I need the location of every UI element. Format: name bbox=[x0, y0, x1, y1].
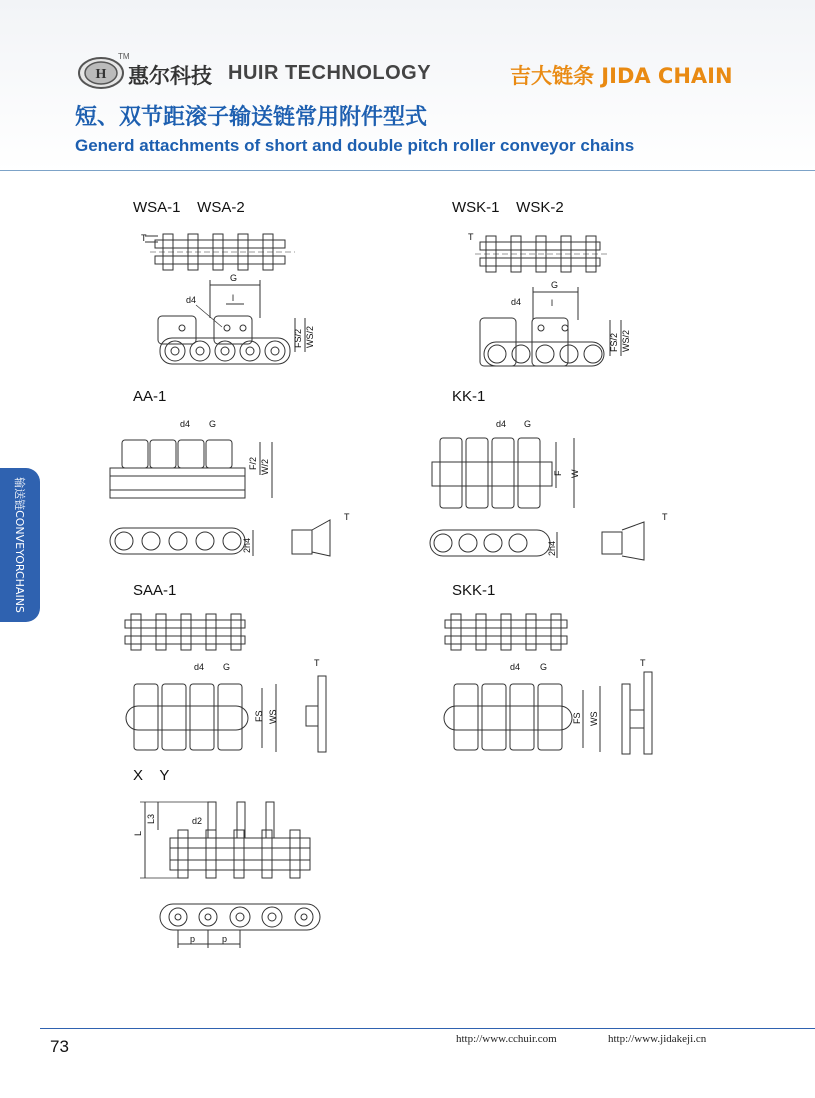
dim-l-wsk: l bbox=[551, 298, 553, 308]
dim-ws2-wsk: WS/2 bbox=[621, 329, 631, 352]
dim-w-kk: W bbox=[570, 469, 580, 478]
dim-h4-kk: 2h4 bbox=[547, 540, 557, 556]
wsk-top-view bbox=[468, 232, 610, 272]
dim-t-aa: T bbox=[344, 512, 350, 522]
aa-side-view bbox=[110, 512, 350, 556]
figure-label-aa: AA-1 bbox=[133, 388, 167, 405]
dim-t: T bbox=[141, 233, 147, 243]
figure-label-wsa: WSA-1 WSA-2 bbox=[133, 199, 245, 216]
dim-l-xy: L bbox=[133, 830, 143, 836]
figure-label-kk: KK-1 bbox=[452, 388, 486, 405]
dim-p1-xy: p bbox=[190, 934, 196, 944]
saa-top-view bbox=[125, 614, 245, 650]
dim-ws-saa: WS bbox=[268, 709, 278, 724]
dim-f2-aa: F/2 bbox=[248, 456, 258, 470]
dim-g: G bbox=[230, 273, 238, 283]
page-number: 73 bbox=[50, 1037, 69, 1056]
dim-g-aa: G bbox=[209, 419, 217, 429]
dim-d4: d4 bbox=[186, 295, 197, 305]
xy-side-view bbox=[160, 904, 320, 948]
page-title-english: Generd attachments of short and double pitch roller conveyor chains bbox=[75, 136, 635, 155]
dim-g-saa: G bbox=[223, 662, 231, 672]
page-title-chinese: 短、双节距滚子输送链常用附件型式 bbox=[75, 105, 428, 130]
dim-fs2-wsk: FS/2 bbox=[609, 332, 619, 352]
dim-t-saa: T bbox=[314, 658, 320, 668]
wsa-side-view bbox=[158, 273, 315, 364]
dim-p2-xy: p bbox=[222, 934, 228, 944]
dim-ws-skk: WS bbox=[589, 711, 599, 726]
dim-fs-skk: FS bbox=[572, 712, 582, 724]
wsk-side-view bbox=[480, 280, 631, 366]
aa-top-view bbox=[110, 419, 272, 498]
dim-g-skk: G bbox=[540, 662, 548, 672]
dim-l: l bbox=[232, 293, 234, 303]
xy-front-view bbox=[133, 802, 310, 878]
dim-d4-wsk: d4 bbox=[511, 297, 522, 307]
skk-top-view bbox=[445, 614, 567, 650]
dim-g-kk: G bbox=[524, 419, 532, 429]
dim-l3-xy: L3 bbox=[146, 813, 156, 824]
footer-divider bbox=[40, 1028, 815, 1029]
figure-label-xy: X Y bbox=[133, 767, 170, 784]
dim-g-wsk: G bbox=[551, 280, 559, 290]
dim-f-kk: F bbox=[553, 470, 563, 476]
wsa-top-view bbox=[141, 233, 295, 270]
dim-t-kk: T bbox=[662, 512, 668, 522]
trademark: TM bbox=[118, 52, 130, 61]
dim-fs-saa: FS bbox=[254, 710, 264, 722]
dim-fs2: FS/2 bbox=[293, 328, 303, 348]
dim-d2-xy: d2 bbox=[192, 816, 203, 826]
dim-d4-aa: d4 bbox=[180, 419, 191, 429]
dim-d4-kk: d4 bbox=[496, 419, 507, 429]
figure-label-saa: SAA-1 bbox=[133, 582, 177, 599]
dim-d4-skk: d4 bbox=[510, 662, 521, 672]
saa-side-view bbox=[126, 658, 326, 752]
dim-w2-aa: W/2 bbox=[260, 458, 270, 475]
dim-h4-aa: 2h4 bbox=[242, 537, 252, 553]
jida-brand: 吉大链条 JIDA CHAIN bbox=[510, 64, 733, 88]
skk-side-view bbox=[444, 658, 652, 754]
brand-chinese: 惠尔科技 bbox=[128, 64, 212, 88]
figure-label-wsk: WSK-1 WSK-2 bbox=[452, 199, 564, 216]
footer-link-jidakeji[interactable]: http://www.jidakeji.cn bbox=[608, 1033, 707, 1045]
footer-link-cchuir[interactable]: http://www.cchuir.com bbox=[456, 1033, 557, 1045]
figure-label-skk: SKK-1 bbox=[452, 582, 496, 599]
dim-d4-saa: d4 bbox=[194, 662, 205, 672]
brand-english: HUIR TECHNOLOGY bbox=[228, 62, 432, 84]
kk-top-view bbox=[432, 419, 580, 508]
dim-t-wsk: T bbox=[468, 232, 474, 242]
kk-side-view bbox=[430, 512, 668, 560]
dim-ws2: WS/2 bbox=[305, 325, 315, 348]
dim-t-skk: T bbox=[640, 658, 646, 668]
section-tab-label: 输送链CONVEYORCHAINS bbox=[13, 477, 26, 613]
svg-text:H: H bbox=[95, 67, 107, 82]
